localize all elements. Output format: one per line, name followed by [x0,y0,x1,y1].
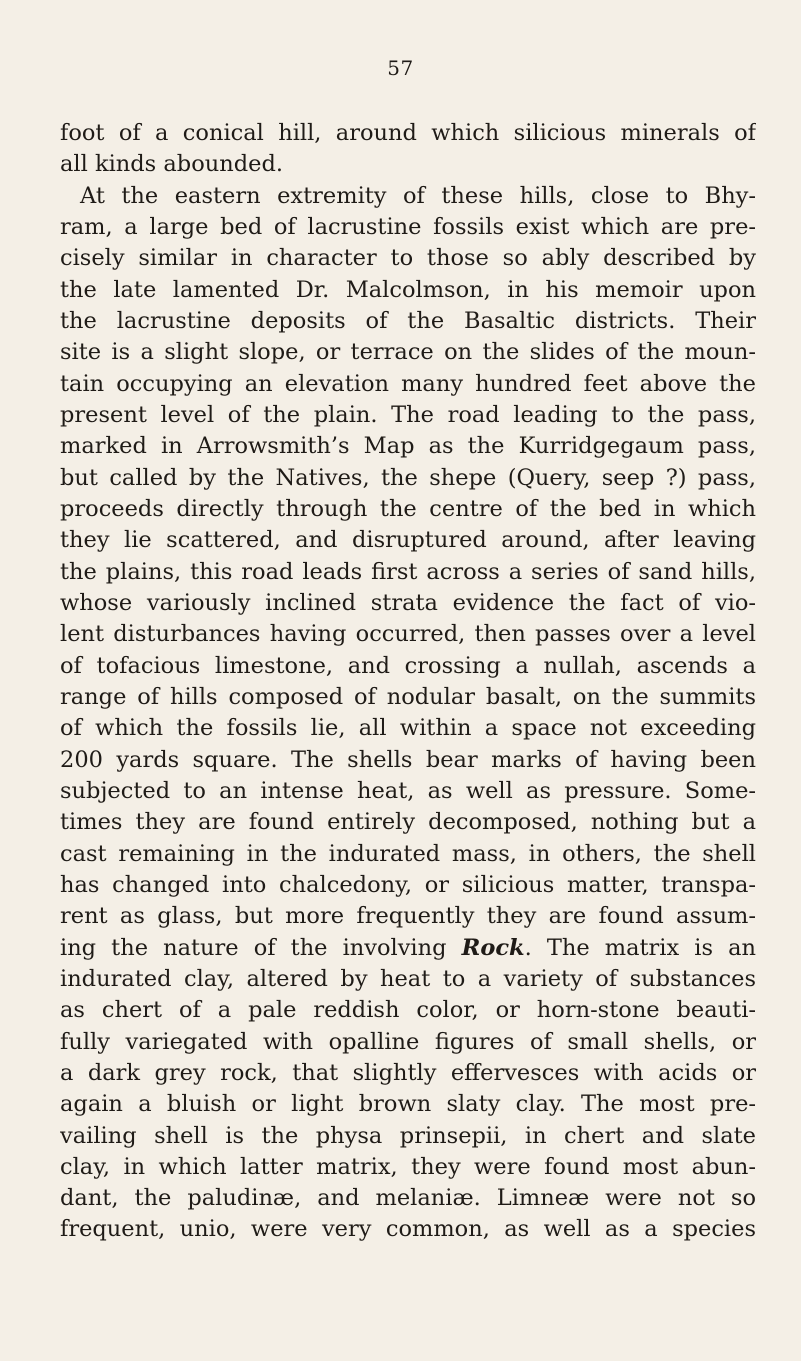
text-line: At the eastern extremity of these hills, close to Bhy- [80,182,756,209]
text-line [60,933,756,964]
text-line: the plains, this road leads first across a series of sand hills, [60,558,756,585]
text-line: the late lamented Dr. Malcolmson, in his memoir upon [60,276,756,303]
text-line: all kinds abounded. [60,151,284,178]
text-line: ram, a large bed of lacrustine fossils exist which are pre- [60,213,756,240]
text-line: indurated clay, altered by heat to a variety of substances [60,965,756,992]
text-line: clay, in which latter matrix, they were found most abun- [60,1153,756,1180]
text-line: of which the fossils lie, all within a space not exceeding [60,715,756,742]
text-line: cisely similar in character to those so ably described by [60,245,756,272]
text-line: again a bluish or light brown slaty clay. The most pre- [60,1091,756,1118]
text-line: of tofacious limestone, and crossing a nullah, ascends a [60,652,756,679]
text-line: has changed into chalcedony, or silicious matter, transpa- [60,871,756,898]
italic-term: Rock [461,934,525,961]
text-line: tain occupying an elevation many hundred feet above the [60,370,756,397]
text-line: marked in Arrowsmith’s Map as the Kurridgegaum pass, [60,433,756,460]
text-line: vailing shell is the physa prinsepii, in chert and slate [60,1122,756,1149]
text-segment: . The matrix is an [524,934,756,961]
text-line: whose variously inclined strata evidence the fact of vio- [60,589,756,616]
text-line: a dark grey rock, that slightly effervesces with acids or [60,1059,756,1086]
text-line: dant, the paludinæ, and melaniæ. Limneæ were not so [60,1185,756,1212]
text-line: fully variegated with opalline figures of small shells, or [60,1028,756,1055]
text-line: 200 yards square. The shells bear marks of having been [60,746,756,773]
body-text [60,118,756,1246]
page-number: 57 [387,56,414,80]
text-segment: ing the nature of the involving [60,934,462,961]
text-line: cast remaining in the indurated mass, in others, the shell [60,840,756,867]
text-line: as chert of a pale reddish color, or horn-stone beauti- [60,997,756,1024]
text-line: they lie scattered, and disruptured around, after leaving [60,527,756,554]
text-line: range of hills composed of nodular basalt, on the summits [60,683,756,710]
text-line: the lacrustine deposits of the Basaltic districts. Their [60,307,756,334]
text-line: lent disturbances having occurred, then passes over a level [60,621,756,648]
text-line: foot of a conical hill, around which silicious minerals of [60,120,756,146]
text-line: proceeds directly through the centre of the bed in which [60,495,756,522]
text-line: times they are found entirely decomposed, nothing but a [60,809,756,836]
text-line: subjected to an intense heat, as well as pressure. Some- [60,777,756,804]
text-line: present level of the plain. The road leading to the pass, [60,401,756,428]
text-line: frequent, unio, were very common, as well as a species [60,1216,756,1243]
text-line: but called by the Natives, the shepe (Query, seep ?) pass, [60,464,756,491]
text-line: rent as glass, but more frequently they are found assum- [60,903,756,930]
text-line: site is a slight slope, or terrace on the slides of the moun- [60,339,756,366]
